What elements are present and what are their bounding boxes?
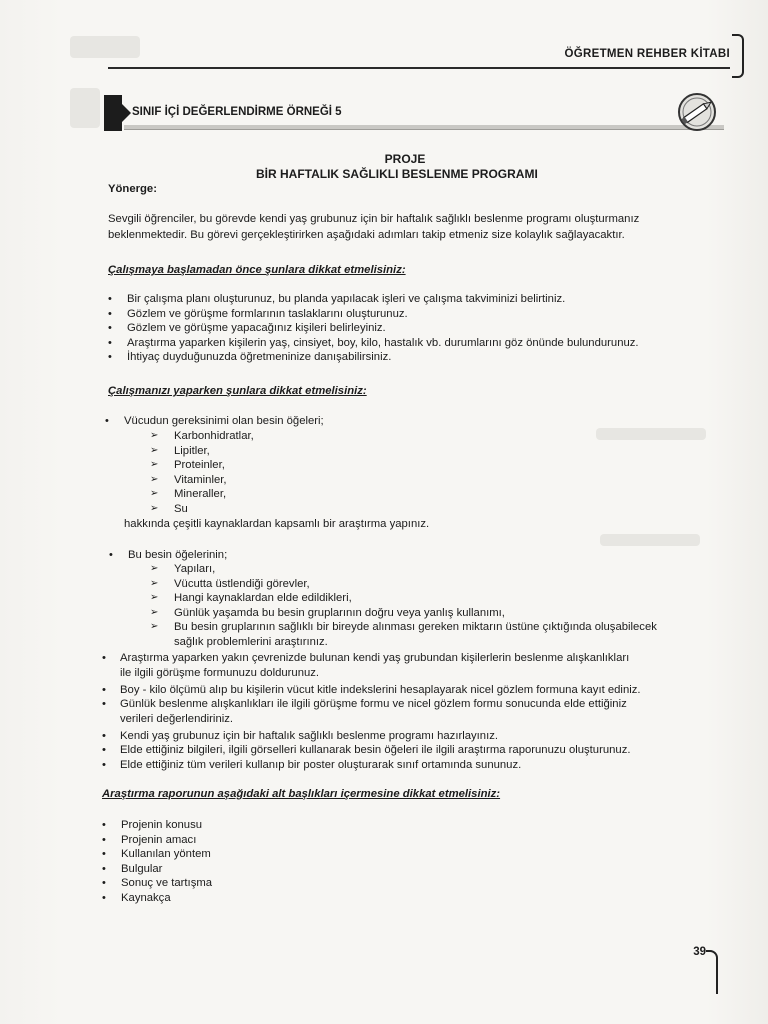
pencil-icon <box>674 88 720 134</box>
before-start-heading: Çalışmaya başlamadan önce şunlara dikkat etmelisiniz: <box>108 264 406 276</box>
list-item: • Gözlem ve görüşme formlarının taslaklarını oluşturunuz. <box>127 307 639 322</box>
aspects-intro-list <box>128 548 227 563</box>
aspects-list <box>174 562 505 620</box>
intro-line: Sevgili öğrenciler, bu görevde kendi yaş grubunuz için bir haftalık sağlıklı beslenme programı oluşturmanız <box>108 213 640 225</box>
show-through-mark <box>70 36 140 58</box>
aspect-last-list <box>174 620 657 635</box>
list-item: • Projenin konusu <box>121 818 212 833</box>
step-item <box>102 697 627 726</box>
list-item: • Bulgular <box>121 862 212 877</box>
nutrients-outro: hakkında çeşitli kaynaklardan kapsamlı bir araştırma yapınız. <box>124 518 430 530</box>
list-item: • Bir çalışma planı oluşturunuz, bu planda yapılacak işleri ve çalışma takviminizi belirtiniz. <box>127 292 639 307</box>
page-number: 39 <box>693 946 706 958</box>
step-line: Araştırma yaparken yakın çevrenizde bulunan kendi yaş grubundan kişilerlerin beslenme alışkanlıkları <box>120 652 630 664</box>
list-item: • Kullanılan yöntem <box>121 847 212 862</box>
nutrient-item: ➢ Karbonhidratlar, <box>174 429 254 444</box>
nutrient-item: ➢ Vitaminler, <box>174 473 254 488</box>
step-item <box>102 683 641 698</box>
step-item <box>102 758 522 773</box>
section-rule <box>124 125 724 130</box>
guide-title: ÖĞRETMEN REHBER KİTABI <box>564 48 730 60</box>
header-rule <box>108 67 730 69</box>
intro-line: beklenmektedir. Bu görevi gerçekleştirirken aşağıdaki adımları takip etmeniz size kolaylık sağlayacaktır. <box>108 229 625 241</box>
page-bracket <box>706 950 718 994</box>
aspect-item: ➢ Vücutta üstlendiği görevler, <box>174 577 505 592</box>
nutrients-intro-list <box>124 414 324 429</box>
while-working-heading: Çalışmanızı yaparken şunlara dikkat etmelisiniz: <box>108 385 367 397</box>
bullet-dot: • <box>102 698 106 710</box>
step-line: verileri değerlendiriniz. <box>120 712 234 725</box>
list-item: • Araştırma yaparken kişilerin yaş, cinsiyet, boy, kilo, hastalık vb. durumlarını göz önünde bulundurunuz. <box>127 336 639 351</box>
step-line: Elde ettiğiniz tüm verileri kullanıp bir poster oluşturarak sınıf ortamında sununuz. <box>120 759 522 771</box>
step-line: Elde ettiğiniz bilgileri, ilgili görselleri kullanarak besin öğeleri ile ilgili araştırma raporunuzu oluşturunuz. <box>120 744 631 756</box>
aspect-last-continuation: sağlık problemlerini araştırınız. <box>174 636 328 648</box>
step-line: Boy - kilo ölçümü alıp bu kişilerin vücut kitle indekslerini hesaplayarak nicel gözlem formuna kayıt ediniz. <box>120 684 641 696</box>
list-item: • Sonuç ve tartışma <box>121 876 212 891</box>
header-bracket <box>732 34 744 78</box>
aspect-item: ➢ Hangi kaynaklardan elde edildikleri, <box>174 591 505 606</box>
bullet-dot: • <box>102 730 106 742</box>
before-start-list <box>127 292 639 365</box>
section-marker <box>104 95 122 131</box>
section-title: SINIF İÇİ DEĞERLENDİRME ÖRNEĞİ 5 <box>132 106 342 118</box>
report-list <box>121 818 212 906</box>
list-item: • Gözlem ve görüşme yapacağınız kişileri belirleyiniz. <box>127 321 639 336</box>
step-line: Günlük beslenme alışkanlıkları ile ilgili görüşme formu ve nicel gözlem formu sonucunda elde ettiğiniz <box>120 698 627 710</box>
list-item: • Kaynakça <box>121 891 212 906</box>
nutrient-item: ➢ Mineraller, <box>174 487 254 502</box>
project-heading: PROJE <box>384 152 426 166</box>
project-title: BİR HAFTALIK SAĞLIKLI BESLENME PROGRAMI <box>256 167 538 181</box>
aspect-item: ➢ Günlük yaşamda bu besin gruplarının doğru veya yanlış kullanımı, <box>174 606 505 621</box>
step-line: ile ilgili görüşme formunuzu doldurunuz. <box>120 666 320 679</box>
instruction-label: Yönerge: <box>108 183 157 195</box>
step-item <box>102 729 499 744</box>
nutrient-item: ➢ Lipitler, <box>174 444 254 459</box>
bullet-dot: • <box>102 744 106 756</box>
list-item: • İhtiyaç duyduğunuzda öğretmeninize danışabilirsiniz. <box>127 350 639 365</box>
step-line: Kendi yaş grubunuz için bir haftalık sağlıklı beslenme programı hazırlayınız. <box>120 730 499 742</box>
aspect-item: ➢ Bu besin gruplarının sağlıklı bir bireyde alınması gereken miktarın üstüne çıktığında oluşabilecek <box>174 620 657 635</box>
show-through-mark <box>596 428 706 440</box>
bullet-dot: • <box>102 684 106 696</box>
list-item: • Bu besin öğelerinin; <box>128 548 227 563</box>
nutrient-item: ➢ Proteinler, <box>174 458 254 473</box>
show-through-mark <box>70 88 100 128</box>
aspect-item: ➢ Yapıları, <box>174 562 505 577</box>
step-item <box>102 651 630 680</box>
list-item: • Projenin amacı <box>121 833 212 848</box>
step-item <box>102 743 631 758</box>
nutrients-list <box>174 429 254 517</box>
nutrient-item: ➢ Su <box>174 502 254 517</box>
show-through-mark <box>600 534 700 546</box>
list-item: • Vücudun gereksinimi olan besin öğeleri; <box>124 414 324 429</box>
bullet-dot: • <box>102 759 106 771</box>
report-heading: Araştırma raporunun aşağıdaki alt başlıkları içermesine dikkat etmelisiniz: <box>102 788 501 800</box>
bullet-dot: • <box>102 652 106 664</box>
